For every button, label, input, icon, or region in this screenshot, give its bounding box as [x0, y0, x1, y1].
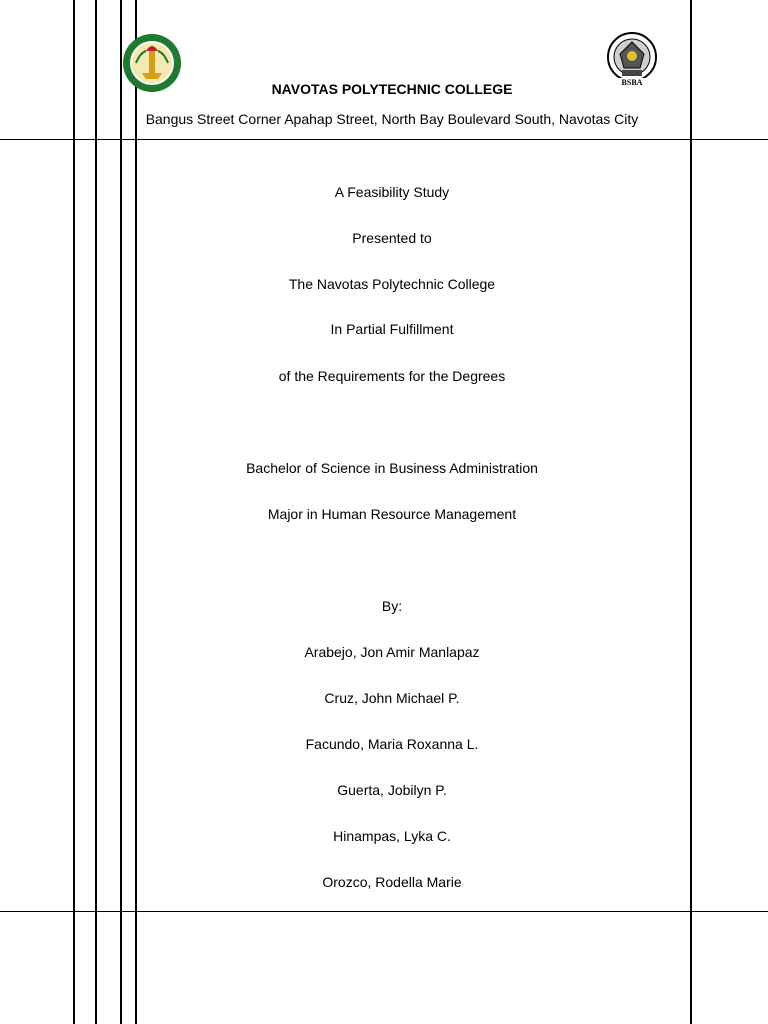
author-name: Facundo, Maria Roxanna L.: [305, 736, 479, 752]
author-name: Hinampas, Lyka C.: [333, 828, 451, 844]
author-name: Arabejo, Jon Amir Manlapaz: [304, 644, 480, 660]
title-line-2: Presented to: [352, 230, 432, 246]
college-name: NAVOTAS POLYTECHNIC COLLEGE: [271, 81, 513, 97]
border-line-left-1: [73, 0, 75, 1024]
author-name: Orozco, Rodella Marie: [322, 874, 462, 890]
author-name: Cruz, John Michael P.: [324, 690, 460, 706]
degree-major: Major in Human Resource Management: [267, 506, 517, 522]
border-line-right: [690, 0, 692, 1024]
degree-program: Bachelor of Science in Business Administration: [246, 460, 538, 476]
author-name: Guerta, Jobilyn P.: [337, 782, 447, 798]
by-label: By:: [381, 598, 403, 614]
college-address: Bangus Street Corner Apahap Street, North Bay Boulevard South, Navotas City: [145, 111, 639, 127]
border-line-left-2: [95, 0, 97, 1024]
title-line-5: of the Requirements for the Degrees: [278, 368, 506, 384]
bsba-seal-label: BSBA: [621, 78, 643, 87]
header-divider: [0, 139, 768, 140]
title-line-4: In Partial Fulfillment: [330, 321, 454, 337]
title-line-3: The Navotas Polytechnic College: [288, 276, 496, 292]
title-line-1: A Feasibility Study: [334, 184, 450, 200]
border-line-left-3: [120, 0, 122, 1024]
footer-divider: [0, 911, 768, 912]
